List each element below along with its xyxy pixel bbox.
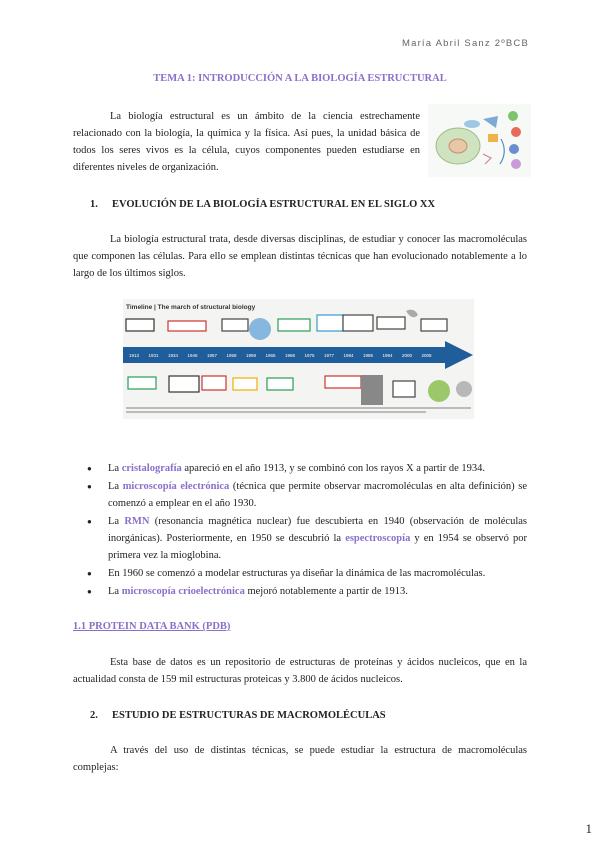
keyword-cristalografia: cristalografía (121, 463, 182, 474)
timeline-year-label: 1957 (207, 353, 218, 358)
section-1-paragraph: La biología estructural trata, desde diversas disciplinas, de estudiar y conocer las macromoléculas que componen las células. Para ello se emplean distintas técnicas que han evolucionado notablemente a lo largo de los últimos siglos. (73, 234, 527, 279)
page-number: 1 (585, 821, 592, 836)
timeline-year-label: 1985 (363, 353, 374, 358)
timeline-year-label: 1975 (304, 353, 315, 358)
bullet-crystallography: ● La cristalografía apareció en el año 1913, y se combinó con los rayos X a partir de 1934. (73, 460, 527, 477)
section-1-heading (90, 199, 435, 210)
section-1-1-heading: 1.1 PROTEIN DATA BANK (PDB) (73, 621, 231, 632)
section-2-heading (90, 710, 386, 721)
timeline-year-label: 1946 (187, 353, 198, 358)
bullet-modeling: ● En 1960 se comenzó a modelar estructuras ya diseñar la dinámica de las macromoléculas. (73, 565, 527, 582)
timeline-year-label: 1968 (285, 353, 296, 358)
structural-biology-timeline-figure (123, 299, 474, 419)
timeline-year-label: 1934 (168, 353, 179, 358)
keyword-rmn: RMN (124, 516, 150, 527)
intro-paragraph: La biología estructural es un ámbito de la ciencia estrechamente relacionado con la biología, la química y la física. Así pues, la unidad básica de todos los seres vivos es la célula, cuyos componentes pueden estudiarse en diferentes niveles de organización. (73, 111, 420, 173)
section-2-paragraph: A través del uso de distintas técnicas, se puede estudiar la estructura de macromoléculas complejas: (73, 745, 527, 773)
timeline-year-label: 2000 (402, 353, 413, 358)
author-header: María Abril Sanz 2ºBCB (401, 38, 529, 49)
timeline-year-label: 1913 (129, 353, 140, 358)
cell-diagram-image (428, 104, 531, 177)
timeline-year-label: 1984 (343, 353, 354, 358)
timeline-year-label: 2008 (421, 353, 432, 358)
section-1-1-paragraph: Esta base de datos es un repositorio de estructuras de proteínas y ácidos nucleicos, que en la actualidad consta de 159 mil estructuras proteicas y 3.800 de ácidos nucleicos. (73, 657, 527, 685)
timeline-year-label: 1958 (226, 353, 237, 358)
section-1-number: 1. (90, 199, 98, 210)
bullet-nmr: ● La RMN (resonancia magnética nuclear) fue descubierta en 1940 (observación de moléculas inorgánicas). Posteriormente, en 1950 se descubrió la espectroscopía y en 1954 se observó por primera vez la mioglobina. (73, 513, 527, 564)
timeline-year-label: 1931 (148, 353, 159, 358)
timeline-year-label: 1965 (265, 353, 276, 358)
timeline-title: Timeline | The march of structural biology (126, 304, 256, 311)
bullet-cryo-em: ● La microscopía crioelectrónica mejoró notablemente a partir de 1913. (73, 583, 527, 600)
keyword-espectroscopia: espectroscopía (345, 533, 411, 544)
section-2-title: ESTUDIO DE ESTRUCTURAS DE MACROMOLÉCULAS (112, 710, 386, 721)
keyword-microscopia-electronica: microscopía electrónica (122, 481, 230, 492)
keyword-microscopia-crioelectronica: microscopía crioelectrónica (121, 586, 245, 597)
timeline-year-label: 1977 (324, 353, 335, 358)
bullet-electron-microscopy: ● La microscopía electrónica (técnica que permite observar macromoléculas en alta definición) se comenzó a emplear en el año 1930. (73, 478, 527, 512)
technique-bullet-list (73, 460, 527, 601)
timeline-year-label: 1994 (382, 353, 393, 358)
section-1-title: EVOLUCIÓN DE LA BIOLOGÍA ESTRUCTURAL EN EL SIGLO XX (112, 199, 436, 210)
section-2-number: 2. (90, 710, 98, 721)
page-title: TEMA 1: INTRODUCCIÓN A LA BIOLOGÍA ESTRUCTURAL (153, 73, 447, 84)
timeline-year-label: 1959 (246, 353, 257, 358)
